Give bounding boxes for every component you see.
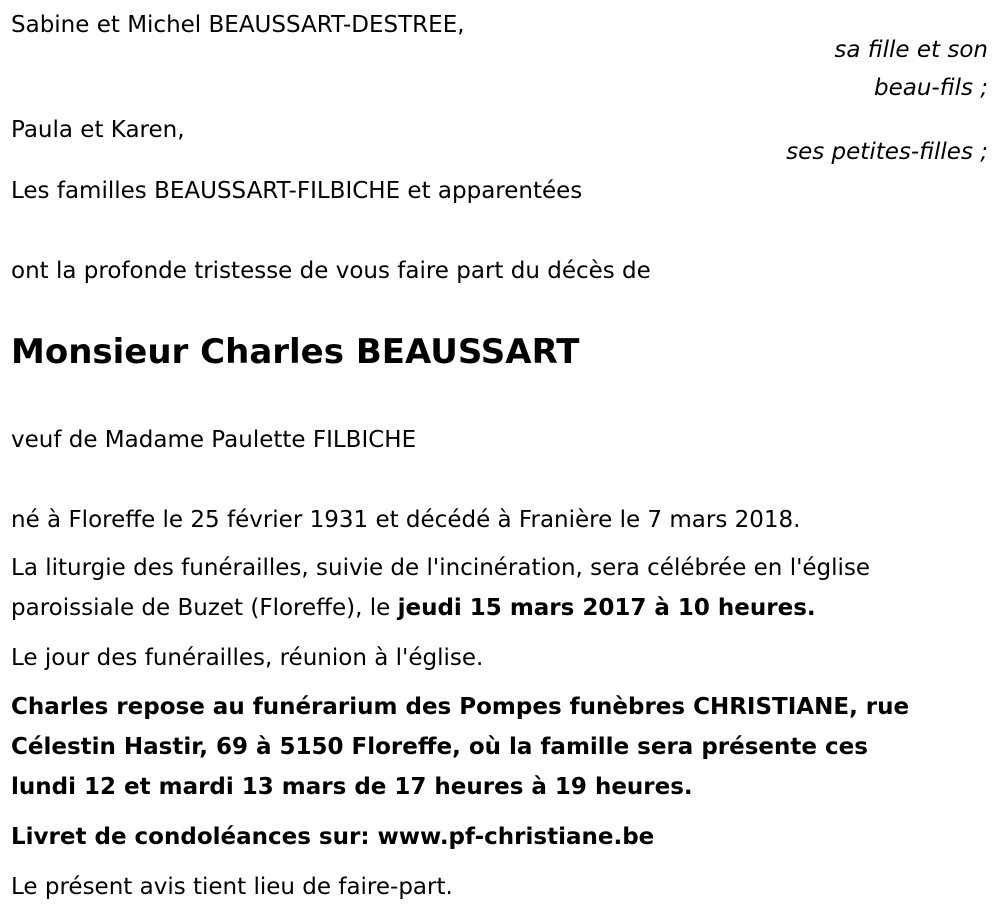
birth-death-line: né à Floreffe le 25 février 1931 et décédé à Franière le 7 mars 2018. [11, 507, 801, 533]
notice-line: Le présent avis tient lieu de faire-part. [11, 874, 453, 900]
relation-label-daughter: sa fille et son [834, 37, 988, 63]
reunion-line: Le jour des funérailles, réunion à l'église. [11, 645, 484, 671]
relation-label-son-in-law: beau-fils ; [873, 75, 988, 101]
widower-line: veuf de Madame Paulette FILBICHE [11, 427, 417, 453]
funeral-home-line-1: Charles repose au funérarium des Pompes funèbres CHRISTIANE, rue [11, 694, 910, 720]
deceased-name: Monsieur Charles BEAUSSART [11, 332, 580, 372]
relation-label-granddaughters: ses petites-filles ; [786, 139, 988, 165]
funeral-home-line-2: Célestin Hastir, 69 à 5150 Floreffe, où la famille sera présente ces [11, 734, 868, 760]
funeral-home-line-3: lundi 12 et mardi 13 mars de 17 heures à 19 heures. [11, 774, 693, 800]
family-line-relatives: Les familles BEAUSSART-FILBICHE et apparentées [11, 178, 583, 204]
liturgy-line-1: La liturgie des funérailles, suivie de l'incinération, sera célébrée en l'église [11, 555, 871, 581]
liturgy-datetime: jeudi 15 mars 2017 à 10 heures. [397, 595, 816, 621]
family-line-granddaughters: Paula et Karen, [11, 117, 185, 143]
family-line-children: Sabine et Michel BEAUSSART-DESTREE, [11, 12, 465, 38]
liturgy-location: paroissiale de Buzet (Floreffe), le [11, 595, 398, 621]
liturgy-line-2 [11, 593, 816, 623]
announcement-intro: ont la profonde tristesse de vous faire part du décès de [11, 258, 651, 284]
condolences-link[interactable]: Livret de condoléances sur: www.pf-christiane.be [11, 824, 655, 850]
